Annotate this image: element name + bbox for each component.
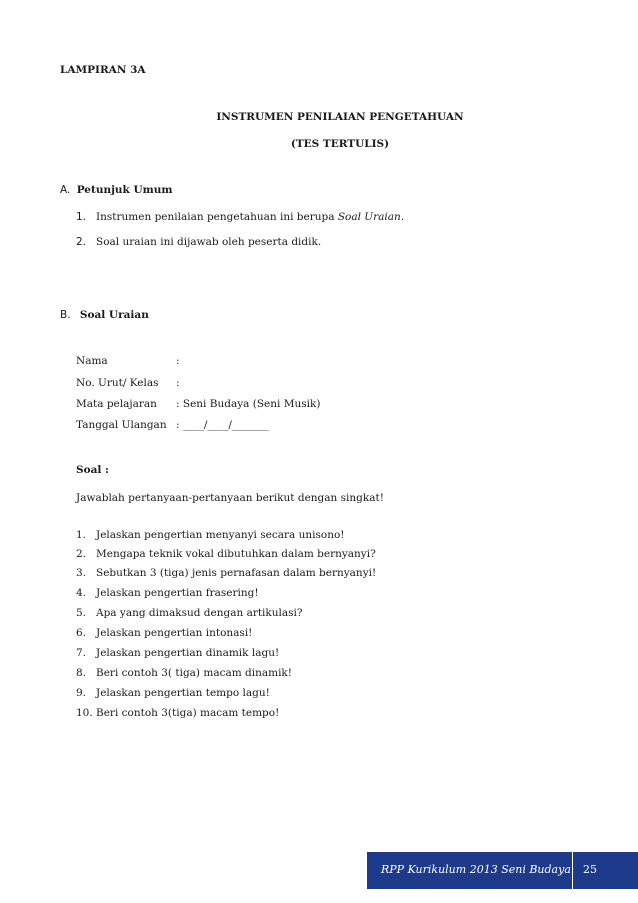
question-item	[76, 687, 270, 699]
list-item-text: Soal uraian ini dijawab oleh peserta didik.	[96, 236, 322, 248]
list-item-number: 1.	[76, 211, 87, 223]
question-item	[76, 667, 292, 679]
question-item	[76, 587, 259, 599]
question-text: Jelaskan pengertian dinamik lagu!	[96, 647, 280, 659]
question-item	[76, 548, 376, 560]
question-item	[76, 529, 345, 541]
field-kelas-value: :	[176, 377, 180, 389]
lampiran-label: LAMPIRAN 3A	[60, 64, 146, 76]
question-number: 1.	[76, 529, 87, 541]
question-number: 7.	[76, 647, 87, 659]
question-number: 9.	[76, 687, 87, 699]
question-text: Jelaskan pengertian frasering!	[96, 587, 259, 599]
question-number: 4.	[76, 587, 87, 599]
section-b-heading	[60, 309, 149, 321]
question-text: Mengapa teknik vokal dibutuhkan dalam bernyanyi?	[96, 548, 376, 560]
soal-heading: Soal :	[76, 464, 109, 476]
question-item	[76, 607, 303, 619]
field-mapel-label: Mata pelajaran	[76, 398, 157, 410]
question-text: Apa yang dimaksud dengan artikulasi?	[96, 607, 303, 619]
question-text: Sebutkan 3 (tiga) jenis pernafasan dalam bernyanyi!	[96, 567, 377, 579]
list-item-tail: .	[400, 211, 405, 223]
section-a-letter: A.	[60, 184, 71, 196]
section-a-title: Petunjuk Umum	[76, 184, 173, 196]
list-item-emphasis: Soal Uraian	[337, 211, 401, 223]
question-text: Jelaskan pengertian intonasi!	[96, 627, 253, 639]
question-number: 3.	[76, 567, 87, 579]
field-nama-label: Nama	[76, 355, 108, 367]
question-item	[76, 707, 279, 719]
question-number: 5.	[76, 607, 87, 619]
list-item	[76, 236, 321, 248]
question-text: Jelaskan pengertian menyanyi secara unisono!	[96, 529, 345, 541]
question-text: Beri contoh 3( tiga) macam dinamik!	[96, 667, 293, 679]
question-item	[76, 627, 252, 639]
question-number: 2.	[76, 548, 87, 560]
field-tanggal-label: Tanggal Ulangan	[76, 419, 167, 431]
footer-divider	[572, 852, 573, 889]
list-item-number: 2.	[76, 236, 87, 248]
list-item-text: Instrumen penilaian pengetahuan ini berupa	[96, 211, 338, 223]
document-title: INSTRUMEN PENILAIAN PENGETAHUAN	[216, 111, 464, 123]
question-number: 8.	[76, 667, 87, 679]
field-mapel-value: : Seni Budaya (Seni Musik)	[176, 398, 321, 410]
instruction-text: Jawablah pertanyaan-pertanyaan berikut dengan singkat!	[76, 492, 384, 504]
footer-bar	[367, 852, 638, 889]
document-subtitle: (TES TERTULIS)	[290, 138, 390, 150]
list-item	[76, 211, 404, 223]
question-number: 6.	[76, 627, 87, 639]
field-tanggal-value: : ____/____/_______	[176, 419, 269, 431]
question-text: Jelaskan pengertian tempo lagu!	[96, 687, 270, 699]
footer-title: RPP Kurikulum 2013 Seni Budaya	[381, 863, 571, 876]
section-b-letter: B.	[60, 309, 71, 321]
question-text: Beri contoh 3(tiga) macam tempo!	[96, 707, 280, 719]
section-a-heading	[60, 184, 172, 196]
question-number: 10.	[76, 707, 93, 719]
field-kelas-label: No. Urut/ Kelas	[76, 377, 159, 389]
field-nama-value: :	[176, 355, 180, 367]
question-item	[76, 647, 279, 659]
section-b-title: Soal Uraian	[79, 309, 149, 321]
question-item	[76, 567, 376, 579]
page-number: 25	[583, 863, 597, 876]
